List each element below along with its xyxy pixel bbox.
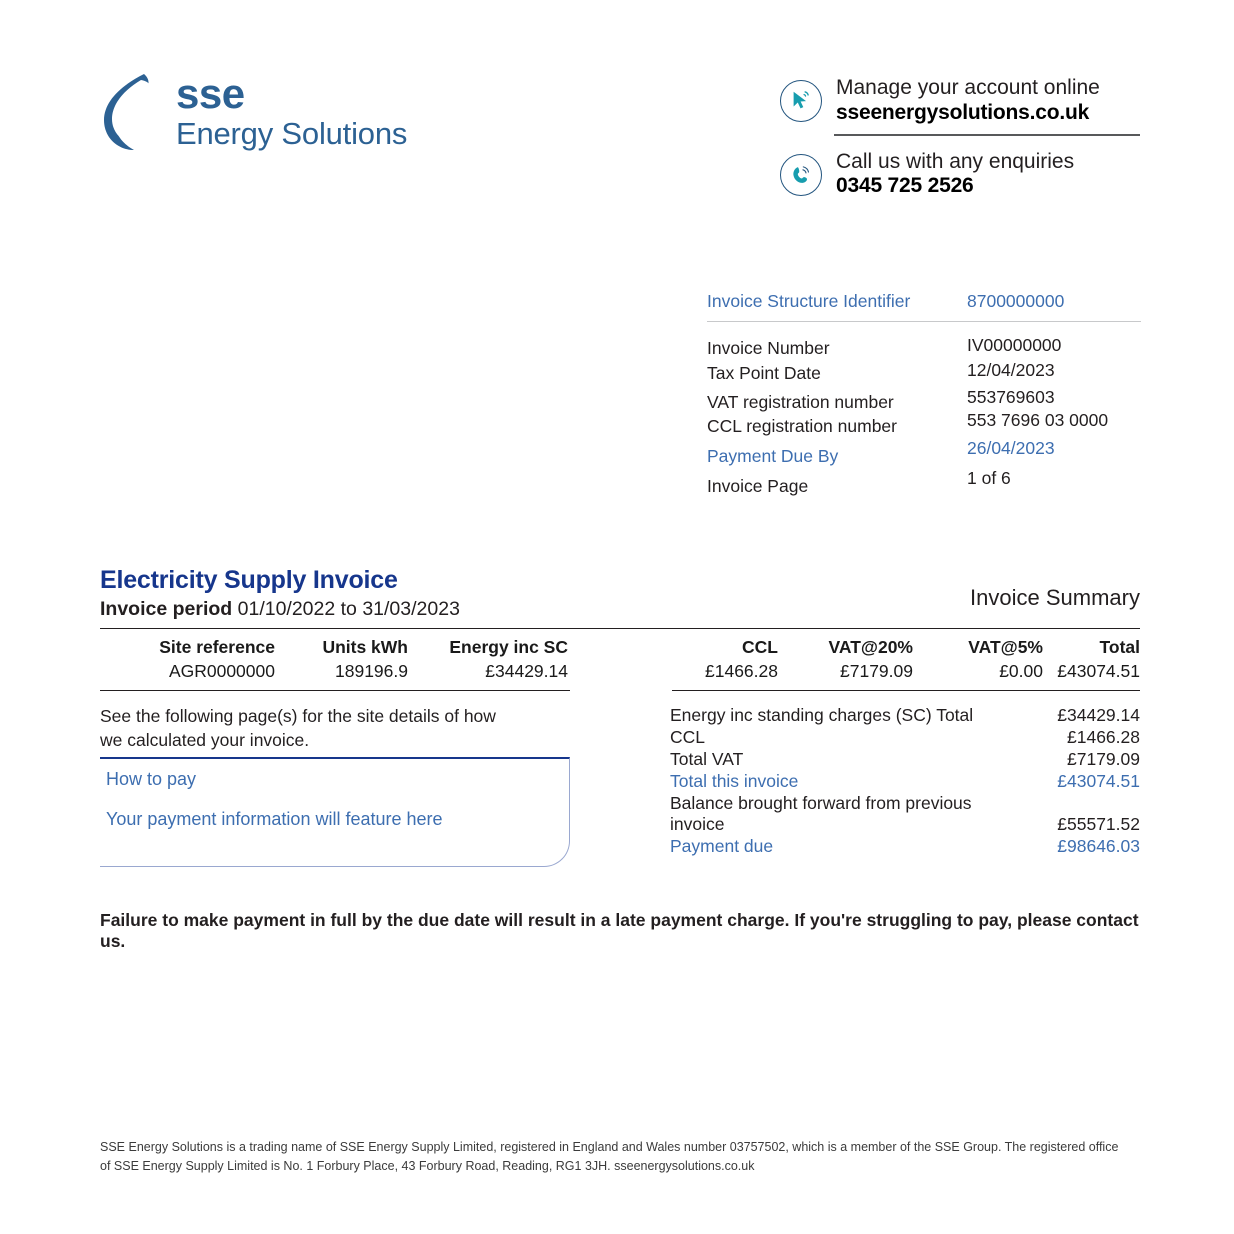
invoice-title-area (100, 565, 1140, 621)
invoice-totals-list (670, 705, 1140, 858)
vat-registration-value: 553769603 (967, 387, 1055, 407)
contact-phone-text (836, 150, 1074, 200)
invoice-meta (707, 291, 1141, 496)
tax-point-date-value: 12/04/2023 (967, 360, 1055, 380)
company-logo (100, 70, 407, 154)
how-to-pay-box (100, 757, 570, 867)
logo-sse-text: sse (176, 69, 245, 117)
cell-site-reference: AGR0000000 (168, 661, 275, 681)
contact-online (780, 72, 1140, 132)
totals-row-ccl (670, 727, 1140, 749)
payment-due-by-label: Payment Due By (707, 446, 839, 466)
totals-row-vat (670, 749, 1140, 771)
invoice-structure-identifier-row (707, 291, 1141, 321)
table-header-row (100, 629, 1140, 658)
col-header-site-reference: Site reference (159, 637, 275, 657)
invoice-structure-identifier-label: Invoice Structure Identifier (707, 291, 911, 311)
logo-tagline-text: Energy Solutions (176, 115, 408, 151)
cell-vat-5: £0.00 (999, 661, 1043, 681)
totals-value-vat: £7179.09 (1067, 748, 1140, 769)
cell-energy-inc-sc: £34429.14 (485, 661, 568, 681)
totals-value-invoice-total: £43074.51 (1057, 770, 1140, 791)
cell-total: £43074.51 (1057, 661, 1140, 681)
table-bottom-rules (100, 690, 1140, 692)
invoice-number-value: IV00000000 (967, 335, 1062, 355)
totals-label-vat: Total VAT (670, 748, 744, 769)
page-title: Electricity Supply Invoice (100, 566, 398, 594)
totals-label-payment-due: Payment due (670, 836, 774, 857)
how-to-pay-heading: How to pay (106, 769, 197, 789)
invoice-period-value: 01/10/2022 to 31/03/2023 (237, 598, 460, 621)
totals-row-balance-brought-forward (670, 793, 1140, 837)
contact-block (780, 72, 1140, 205)
cell-spacer (568, 658, 668, 682)
legal-footer-line1: SSE Energy Solutions is a trading name of SSE Energy Supply Limited, registered in England and Wales number 03757502, which is a member of the SSE Group. The registered office (100, 1140, 1119, 1154)
ccl-registration-value: 553 7696 03 0000 (967, 410, 1109, 430)
col-header-units-kwh: Units kWh (322, 637, 408, 657)
cursor-click-icon (780, 80, 822, 122)
col-header-energy-inc-sc: Energy inc SC (449, 637, 568, 657)
table-bottom-rule-left (100, 690, 570, 691)
invoice-page-value: 1 of 6 (967, 468, 1011, 488)
totals-label-invoice-total: Total this invoice (670, 770, 799, 791)
site-details-note-line2: we calculated your invoice. (100, 729, 310, 750)
col-header-vat-20: VAT@20% (828, 637, 913, 657)
totals-value-balance-brought-forward: £55571.52 (1057, 814, 1140, 835)
invoice-summary-table (100, 628, 1140, 692)
col-spacer (568, 629, 668, 658)
cell-ccl: £1466.28 (705, 661, 778, 681)
totals-row-payment-due (670, 836, 1140, 858)
col-header-ccl: CCL (742, 637, 778, 657)
totals-value-payment-due: £98646.03 (1057, 836, 1140, 857)
totals-value-energy: £34429.14 (1057, 705, 1140, 725)
payment-info-placeholder: Your payment information will feature here (106, 809, 443, 829)
tax-point-date-label: Tax Point Date (707, 363, 821, 383)
invoice-page-label: Invoice Page (707, 476, 809, 496)
totals-row-invoice-total (670, 771, 1140, 793)
logo-wordmark (176, 69, 408, 151)
contact-online-text (836, 76, 1100, 126)
site-details-note (100, 705, 570, 752)
contact-phone-number[interactable]: 0345 725 2526 (836, 174, 974, 198)
sse-flame-icon (100, 70, 162, 154)
site-details-note-line1: See the following page(s) for the site details of how (100, 706, 496, 726)
col-header-total: Total (1099, 637, 1140, 657)
table-bottom-rule-right (672, 690, 1140, 691)
totals-label-ccl: CCL (670, 726, 706, 747)
cell-units-kwh: 189196.9 (335, 661, 408, 681)
cell-vat-20: £7179.09 (840, 661, 913, 681)
invoice-structure-identifier-value: 8700000000 (967, 291, 1065, 311)
contact-online-url[interactable]: sseenergysolutions.co.uk (836, 100, 1090, 124)
contact-phone-label: Call us with any enquiries (836, 149, 1075, 173)
contact-phone (780, 136, 1140, 206)
col-header-vat-5: VAT@5% (968, 637, 1043, 657)
payment-due-by-value: 26/04/2023 (967, 438, 1055, 458)
phone-ringing-icon (780, 154, 822, 196)
page-header (100, 60, 1140, 210)
totals-label-energy: Energy inc standing charges (SC) Total (670, 705, 974, 725)
totals-value-ccl: £1466.28 (1067, 726, 1140, 747)
invoice-meta-grid (707, 330, 1141, 496)
legal-footer-line2: of SSE Energy Supply Limited is No. 1 Forbury Place, 43 Forbury Road, Reading, RG1 3JH. sseenergysolutions.co.uk (100, 1158, 755, 1173)
legal-footer (100, 1138, 1140, 1176)
invoice-period-label: Invoice period (100, 598, 233, 621)
table-row (100, 658, 1140, 682)
invoice-number-label: Invoice Number (707, 338, 830, 358)
ccl-registration-label: CCL registration number (707, 416, 897, 436)
totals-row-energy (670, 705, 1140, 727)
totals-label-balance-brought-forward: Balance brought forward from previous invoice (670, 792, 972, 835)
invoice-summary-heading: Invoice Summary (970, 585, 1140, 610)
late-payment-warning: Failure to make payment in full by the due date will result in a late payment charge. If you're struggling to pay, please contact us. (100, 910, 1139, 951)
meta-divider (707, 321, 1141, 322)
contact-online-label: Manage your account online (836, 76, 1100, 99)
vat-registration-label: VAT registration number (707, 392, 894, 412)
